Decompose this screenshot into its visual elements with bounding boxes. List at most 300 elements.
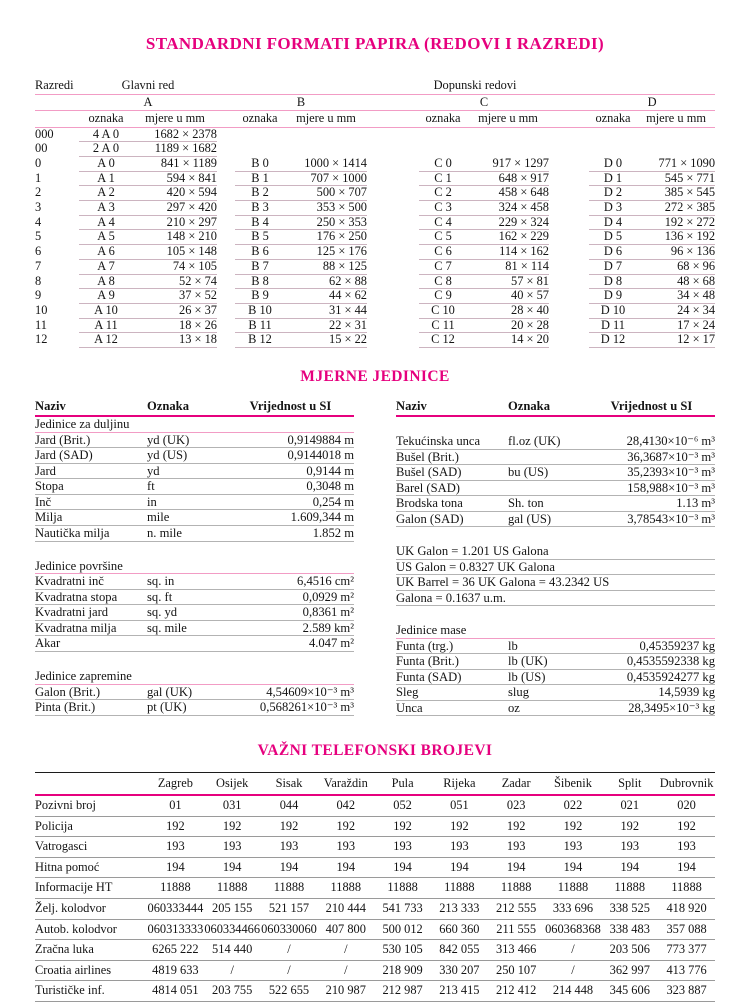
- oznaka-cell: C 10: [419, 303, 467, 318]
- spacer-cell: [367, 245, 419, 260]
- units-row: [396, 685, 715, 701]
- spacer-row: [35, 652, 354, 670]
- unit-oznaka-cell: lb (UK): [508, 654, 588, 670]
- units-row: [35, 479, 354, 495]
- mjere-cell: 74 × 105: [133, 259, 217, 274]
- oznaka-cell: B 8: [235, 274, 285, 289]
- oznaka-cell: C 4: [419, 215, 467, 230]
- mjere-cell: 1682 × 2378: [133, 127, 217, 142]
- units-row: [396, 654, 715, 670]
- spacer-cell: [217, 127, 235, 142]
- phones-table: [35, 772, 715, 1002]
- city-header: Zadar: [488, 773, 545, 796]
- unit-value-cell: 28,3495×10⁻³ kg: [588, 700, 715, 716]
- phone-number-cell: 11888: [204, 878, 261, 899]
- spacer-cell: [217, 171, 235, 186]
- unit-naziv-cell: Pinta (Brit.): [35, 700, 147, 716]
- phone-number-cell: 212 412: [488, 981, 545, 1002]
- spacer-cell: [549, 171, 589, 186]
- phone-number-cell: 193: [204, 837, 261, 858]
- unit-naziv-cell: Bušel (Brit.): [396, 449, 508, 465]
- spacer-cell: [367, 230, 419, 245]
- mjere-cell: 62 × 88: [285, 274, 367, 289]
- unit-naziv-cell: Sleg: [396, 685, 508, 701]
- mjere-cell: 14 × 20: [467, 333, 549, 348]
- unit-oznaka-cell: [147, 636, 227, 652]
- phone-number-cell: 052: [374, 795, 431, 816]
- phone-number-cell: 4819 633: [147, 960, 204, 981]
- phones-title: VAŽNI TELEFONSKI BROJEVI: [257, 742, 493, 760]
- header-razredi: Razredi: [35, 78, 79, 94]
- unit-value-cell: 1.609,344 m: [227, 510, 354, 526]
- mjere-cell: 771 × 1090: [637, 156, 715, 171]
- oznaka-cell: C 2: [419, 186, 467, 201]
- unit-oznaka-cell: [508, 449, 588, 465]
- phone-row: [35, 919, 715, 940]
- series-label-c: C: [419, 94, 549, 111]
- phone-row: [35, 878, 715, 899]
- spacer-cell: [549, 186, 589, 201]
- unit-naziv-cell: Kvadratna stopa: [35, 589, 147, 605]
- oznaka-cell: C 6: [419, 245, 467, 260]
- unit-naziv-cell: Funta (Brit.): [396, 654, 508, 670]
- razred-cell: 000: [35, 126, 54, 141]
- spacer-cell: [549, 201, 589, 216]
- spacer-cell: [396, 416, 715, 434]
- spacer-cell: [549, 259, 589, 274]
- phone-number-cell: 192: [317, 816, 374, 837]
- units-row: [396, 669, 715, 685]
- spacer-cell: [217, 333, 235, 348]
- oznaka-cell: B 10: [235, 303, 285, 318]
- mjere-cell: 105 × 148: [133, 245, 217, 260]
- mjere-cell: 192 × 272: [637, 215, 715, 230]
- oznaka-cell: C 0: [419, 156, 467, 171]
- spacer-cell: [35, 111, 79, 128]
- oznaka-cell: C 5: [419, 230, 467, 245]
- unit-value-cell: 14,5939 kg: [588, 685, 715, 701]
- mjere-cell: 297 × 420: [133, 201, 217, 216]
- oznaka-cell: B 5: [235, 230, 285, 245]
- spacer-cell: [549, 230, 589, 245]
- razred-cell: 10: [35, 302, 48, 317]
- phone-number-cell: 193: [431, 837, 488, 858]
- units-row: [35, 432, 354, 448]
- phone-number-cell: 11888: [431, 878, 488, 899]
- units-row: [396, 700, 715, 716]
- paper-format-row: [35, 303, 715, 318]
- phone-row-label: Autob. kolodvor: [35, 919, 147, 940]
- city-header-empty: [35, 773, 147, 796]
- unit-naziv-cell: Stopa: [35, 479, 147, 495]
- spacer-cell: [367, 215, 419, 230]
- mjere-cell: 88 × 125: [285, 259, 367, 274]
- oznaka-cell: 4 A 0: [79, 127, 133, 142]
- mjere-cell: 385 × 545: [637, 186, 715, 201]
- phone-row-label: Turističke inf.: [35, 981, 147, 1002]
- mjere-cell: 353 × 500: [285, 201, 367, 216]
- unit-value-cell: 0,9144018 m: [227, 448, 354, 464]
- unit-oznaka-cell: pt (UK): [147, 700, 227, 716]
- paper-formats-table: [35, 78, 715, 348]
- series-label-b: B: [235, 94, 367, 111]
- spacer-cell: [367, 171, 419, 186]
- phone-number-cell: 192: [545, 816, 602, 837]
- oznaka-cell: D 4: [589, 215, 637, 230]
- phone-number-cell: 192: [204, 816, 261, 837]
- city-header: Rijeka: [431, 773, 488, 796]
- phone-number-cell: 193: [261, 837, 318, 858]
- spacer-cell: [217, 156, 235, 171]
- paper-format-row: [35, 215, 715, 230]
- oznaka-cell: D 5: [589, 230, 637, 245]
- units-row: [35, 700, 354, 716]
- phone-number-cell: 333 696: [545, 899, 602, 920]
- phone-number-cell: 345 606: [601, 981, 658, 1002]
- phone-number-cell: 500 012: [374, 919, 431, 940]
- phone-number-cell: 205 155: [204, 899, 261, 920]
- phone-number-cell: 01: [147, 795, 204, 816]
- phone-row-label: Informacije HT: [35, 878, 147, 899]
- paper-format-row: [35, 156, 715, 171]
- unit-value-cell: 0,45359237 kg: [588, 638, 715, 654]
- unit-naziv-cell: Kvadratni inč: [35, 574, 147, 590]
- spacer-cell: [367, 127, 419, 142]
- unit-value-cell: 0,9149884 m: [227, 432, 354, 448]
- phone-number-cell: 194: [431, 857, 488, 878]
- razred-cell: 1: [35, 170, 42, 185]
- units-note-row: [396, 590, 715, 606]
- razred-cell: 4: [35, 214, 42, 229]
- phone-row-label: Hitna pomoć: [35, 857, 147, 878]
- mjere-cell: 648 × 917: [467, 171, 549, 186]
- spacer-row: [396, 606, 715, 624]
- paper-format-row: [35, 318, 715, 333]
- mjere-cell: 500 × 707: [285, 186, 367, 201]
- phone-number-cell: /: [545, 960, 602, 981]
- unit-oznaka-cell: [508, 480, 588, 496]
- units-table-right: [396, 398, 715, 716]
- mjere-cell: [285, 142, 367, 157]
- oznaka-cell: A 10: [79, 303, 133, 318]
- phone-number-cell: 6265 222: [147, 940, 204, 961]
- city-header: Pula: [374, 773, 431, 796]
- phone-number-cell: 192: [431, 816, 488, 837]
- unit-naziv-cell: Jard (Brit.): [35, 432, 147, 448]
- razred-cell: 9: [35, 288, 42, 303]
- units-row: [35, 589, 354, 605]
- oznaka-cell: B 1: [235, 171, 285, 186]
- unit-oznaka-cell: n. mile: [147, 526, 227, 542]
- units-title: MJERNE JEDINICE: [300, 368, 450, 386]
- unit-oznaka-cell: lb (US): [508, 669, 588, 685]
- phone-number-cell: 022: [545, 795, 602, 816]
- paper-header-row-groups: [35, 78, 715, 94]
- phone-number-cell: 338 525: [601, 899, 658, 920]
- oznaka-cell: B 9: [235, 289, 285, 304]
- mjere-cell: 81 × 114: [467, 259, 549, 274]
- oznaka-cell: A 0: [79, 156, 133, 171]
- phone-row: [35, 837, 715, 858]
- phone-number-cell: 192: [374, 816, 431, 837]
- phone-number-cell: /: [261, 940, 318, 961]
- spacer-cell: [549, 111, 589, 128]
- unit-value-cell: 6,4516 cm²: [227, 574, 354, 590]
- phone-number-cell: 842 055: [431, 940, 488, 961]
- spacer-cell: [549, 127, 589, 142]
- spacer-cell: [217, 78, 235, 94]
- unit-oznaka-cell: fl.oz (UK): [508, 434, 588, 449]
- unit-naziv-cell: Unca: [396, 700, 508, 716]
- oznaka-cell: C 8: [419, 274, 467, 289]
- phone-number-cell: /: [204, 960, 261, 981]
- paper-format-row: [35, 245, 715, 260]
- phone-number-cell: 541 733: [374, 899, 431, 920]
- phone-number-cell: 060313333: [147, 919, 204, 940]
- razred-cell: 8: [35, 273, 42, 288]
- unit-oznaka-cell: ft: [147, 479, 227, 495]
- phone-number-cell: 11888: [374, 878, 431, 899]
- unit-value-cell: 158,988×10⁻³ m³: [588, 480, 715, 496]
- spacer-cell: [367, 201, 419, 216]
- paper-header-row-columns: [35, 111, 715, 128]
- spacer-cell: [549, 274, 589, 289]
- phone-number-cell: 660 360: [431, 919, 488, 940]
- unit-value-cell: 0,9144 m: [227, 463, 354, 479]
- mjere-cell: 26 × 37: [133, 303, 217, 318]
- phone-row-label: Želj. kolodvor: [35, 899, 147, 920]
- oznaka-cell: [235, 142, 285, 157]
- unit-value-cell: 0,3048 m: [227, 479, 354, 495]
- unit-value-cell: 4.047 m²: [227, 636, 354, 652]
- phone-number-cell: 522 655: [261, 981, 318, 1002]
- units-section-label: Jedinice površine: [35, 559, 354, 574]
- phone-number-cell: 193: [488, 837, 545, 858]
- phone-number-cell: 021: [601, 795, 658, 816]
- mjere-cell: 594 × 841: [133, 171, 217, 186]
- unit-value-cell: 0,0929 m²: [227, 589, 354, 605]
- mjere-cell: 917 × 1297: [467, 156, 549, 171]
- units-section-row: [35, 559, 354, 574]
- units-section-row: [35, 669, 354, 684]
- units-row: [35, 684, 354, 700]
- unit-oznaka-cell: yd: [147, 463, 227, 479]
- oznaka-cell: B 11: [235, 318, 285, 333]
- phone-number-cell: 418 920: [658, 899, 715, 920]
- units-row: [35, 494, 354, 510]
- phone-number-cell: 193: [147, 837, 204, 858]
- phone-number-cell: 194: [601, 857, 658, 878]
- units-note: Galona = 0.1637 u.m.: [396, 590, 715, 606]
- unit-value-cell: 2.589 km²: [227, 620, 354, 636]
- unit-naziv-cell: Barel (SAD): [396, 480, 508, 496]
- unit-oznaka-cell: gal (UK): [147, 684, 227, 700]
- unit-value-cell: 28,4130×10⁻⁶ m³: [588, 434, 715, 449]
- header-glavni-red: Glavni red: [79, 78, 217, 94]
- units-header-naziv: Naziv: [35, 398, 147, 416]
- phone-number-cell: 530 105: [374, 940, 431, 961]
- spacer-cell: [549, 303, 589, 318]
- phone-number-cell: 11888: [601, 878, 658, 899]
- mjere-cell: 162 × 229: [467, 230, 549, 245]
- mjere-cell: 37 × 52: [133, 289, 217, 304]
- spacer-cell: [217, 230, 235, 245]
- oznaka-cell: C 1: [419, 171, 467, 186]
- phone-number-cell: 330 207: [431, 960, 488, 981]
- spacer-cell: [217, 245, 235, 260]
- phone-number-cell: 194: [374, 857, 431, 878]
- oznaka-cell: B 0: [235, 156, 285, 171]
- unit-value-cell: 1.852 m: [227, 526, 354, 542]
- units-note-row: [396, 559, 715, 575]
- razred-cell: 12: [35, 332, 48, 347]
- paper-format-row: [35, 171, 715, 186]
- city-header: Osijek: [204, 773, 261, 796]
- header-oznaka: oznaka: [419, 111, 467, 128]
- units-table-left: [35, 398, 354, 716]
- oznaka-cell: B 2: [235, 186, 285, 201]
- header-mjere: mjere u mm: [637, 111, 715, 128]
- unit-oznaka-cell: sq. yd: [147, 605, 227, 621]
- unit-naziv-cell: Kvadratna milja: [35, 620, 147, 636]
- mjere-cell: 68 × 96: [637, 259, 715, 274]
- phone-number-cell: 211 555: [488, 919, 545, 940]
- phone-number-cell: 044: [261, 795, 318, 816]
- spacer-cell: [367, 111, 419, 128]
- oznaka-cell: A 8: [79, 274, 133, 289]
- unit-oznaka-cell: mile: [147, 510, 227, 526]
- mjere-cell: 458 × 648: [467, 186, 549, 201]
- city-header: Varaždin: [317, 773, 374, 796]
- oznaka-cell: C 7: [419, 259, 467, 274]
- mjere-cell: 324 × 458: [467, 201, 549, 216]
- units-note: US Galon = 0.8327 UK Galona: [396, 559, 715, 575]
- spacer-cell: [217, 259, 235, 274]
- mjere-cell: 210 × 297: [133, 215, 217, 230]
- spacer-cell: [367, 318, 419, 333]
- mjere-cell: 17 × 24: [637, 318, 715, 333]
- city-header: Dubrovnik: [658, 773, 715, 796]
- spacer-cell: [217, 201, 235, 216]
- phone-row: [35, 960, 715, 981]
- phone-number-cell: 192: [601, 816, 658, 837]
- city-header: Split: [601, 773, 658, 796]
- oznaka-cell: D 9: [589, 289, 637, 304]
- mjere-cell: 52 × 74: [133, 274, 217, 289]
- units-section-label: Jedinice zapremine: [35, 669, 354, 684]
- phone-number-cell: 193: [317, 837, 374, 858]
- mjere-cell: 125 × 176: [285, 245, 367, 260]
- series-label-a: A: [79, 94, 217, 111]
- phones-body: [35, 795, 715, 1001]
- spacer-cell: [549, 333, 589, 348]
- spacer-cell: [549, 215, 589, 230]
- phone-number-cell: 194: [488, 857, 545, 878]
- unit-naziv-cell: Funta (trg.): [396, 638, 508, 654]
- city-header-row: [35, 773, 715, 796]
- spacer-cell: [549, 156, 589, 171]
- phone-number-cell: 212 555: [488, 899, 545, 920]
- mjere-cell: [467, 142, 549, 157]
- paper-formats-body: [35, 127, 715, 348]
- header-oznaka: oznaka: [79, 111, 133, 128]
- phone-number-cell: 203 506: [601, 940, 658, 961]
- phone-number-cell: 773 377: [658, 940, 715, 961]
- unit-value-cell: 0,254 m: [227, 494, 354, 510]
- header-oznaka: oznaka: [235, 111, 285, 128]
- phone-row: [35, 940, 715, 961]
- phone-number-cell: 218 909: [374, 960, 431, 981]
- units-row: [396, 496, 715, 512]
- spacer-cell: [367, 259, 419, 274]
- phone-number-cell: 042: [317, 795, 374, 816]
- unit-naziv-cell: Brodska tona: [396, 496, 508, 512]
- phone-number-cell: 031: [204, 795, 261, 816]
- paper-format-row: [35, 201, 715, 216]
- spacer-cell: [367, 156, 419, 171]
- unit-naziv-cell: Akar: [35, 636, 147, 652]
- unit-naziv-cell: Galon (SAD): [396, 511, 508, 527]
- mjere-cell: 250 × 353: [285, 215, 367, 230]
- mjere-cell: 34 × 48: [637, 289, 715, 304]
- units-row: [35, 463, 354, 479]
- phone-number-cell: 11888: [658, 878, 715, 899]
- razred-cell: 5: [35, 229, 42, 244]
- unit-oznaka-cell: yd (UK): [147, 432, 227, 448]
- phone-number-cell: 023: [488, 795, 545, 816]
- oznaka-cell: [589, 127, 637, 142]
- mjere-cell: 28 × 40: [467, 303, 549, 318]
- phone-row: [35, 857, 715, 878]
- spacer-cell: [549, 318, 589, 333]
- spacer-cell: [217, 111, 235, 128]
- phone-number-cell: 514 440: [204, 940, 261, 961]
- phone-number-cell: 193: [601, 837, 658, 858]
- units-left-body: [35, 416, 354, 716]
- mjere-cell: 13 × 18: [133, 333, 217, 348]
- oznaka-cell: [419, 127, 467, 142]
- mjere-cell: 545 × 771: [637, 171, 715, 186]
- spacer-cell: [35, 652, 354, 670]
- header-dopunski-redovi: Dopunski redovi: [235, 78, 715, 94]
- spacer-cell: [367, 289, 419, 304]
- mjere-cell: 40 × 57: [467, 289, 549, 304]
- spacer-row: [35, 541, 354, 559]
- units-header-naziv: Naziv: [396, 398, 508, 416]
- spacer-cell: [549, 289, 589, 304]
- spacer-row: [396, 416, 715, 434]
- phone-number-cell: 060334466: [204, 919, 261, 940]
- paper-format-row: [35, 230, 715, 245]
- phone-number-cell: 521 157: [261, 899, 318, 920]
- mjere-cell: 57 × 81: [467, 274, 549, 289]
- unit-naziv-cell: Kvadratni jard: [35, 605, 147, 621]
- oznaka-cell: D 10: [589, 303, 637, 318]
- paper-format-row: [35, 127, 715, 142]
- mjere-cell: 841 × 1189: [133, 156, 217, 171]
- units-row: [35, 605, 354, 621]
- phone-number-cell: 213 333: [431, 899, 488, 920]
- paper-header-row-series: [35, 94, 715, 111]
- oznaka-cell: A 3: [79, 201, 133, 216]
- spacer-cell: [217, 142, 235, 157]
- spacer-cell: [367, 142, 419, 157]
- phone-number-cell: 11888: [261, 878, 318, 899]
- oznaka-cell: C 9: [419, 289, 467, 304]
- unit-oznaka-cell: yd (US): [147, 448, 227, 464]
- units-row: [35, 510, 354, 526]
- oznaka-cell: [589, 142, 637, 157]
